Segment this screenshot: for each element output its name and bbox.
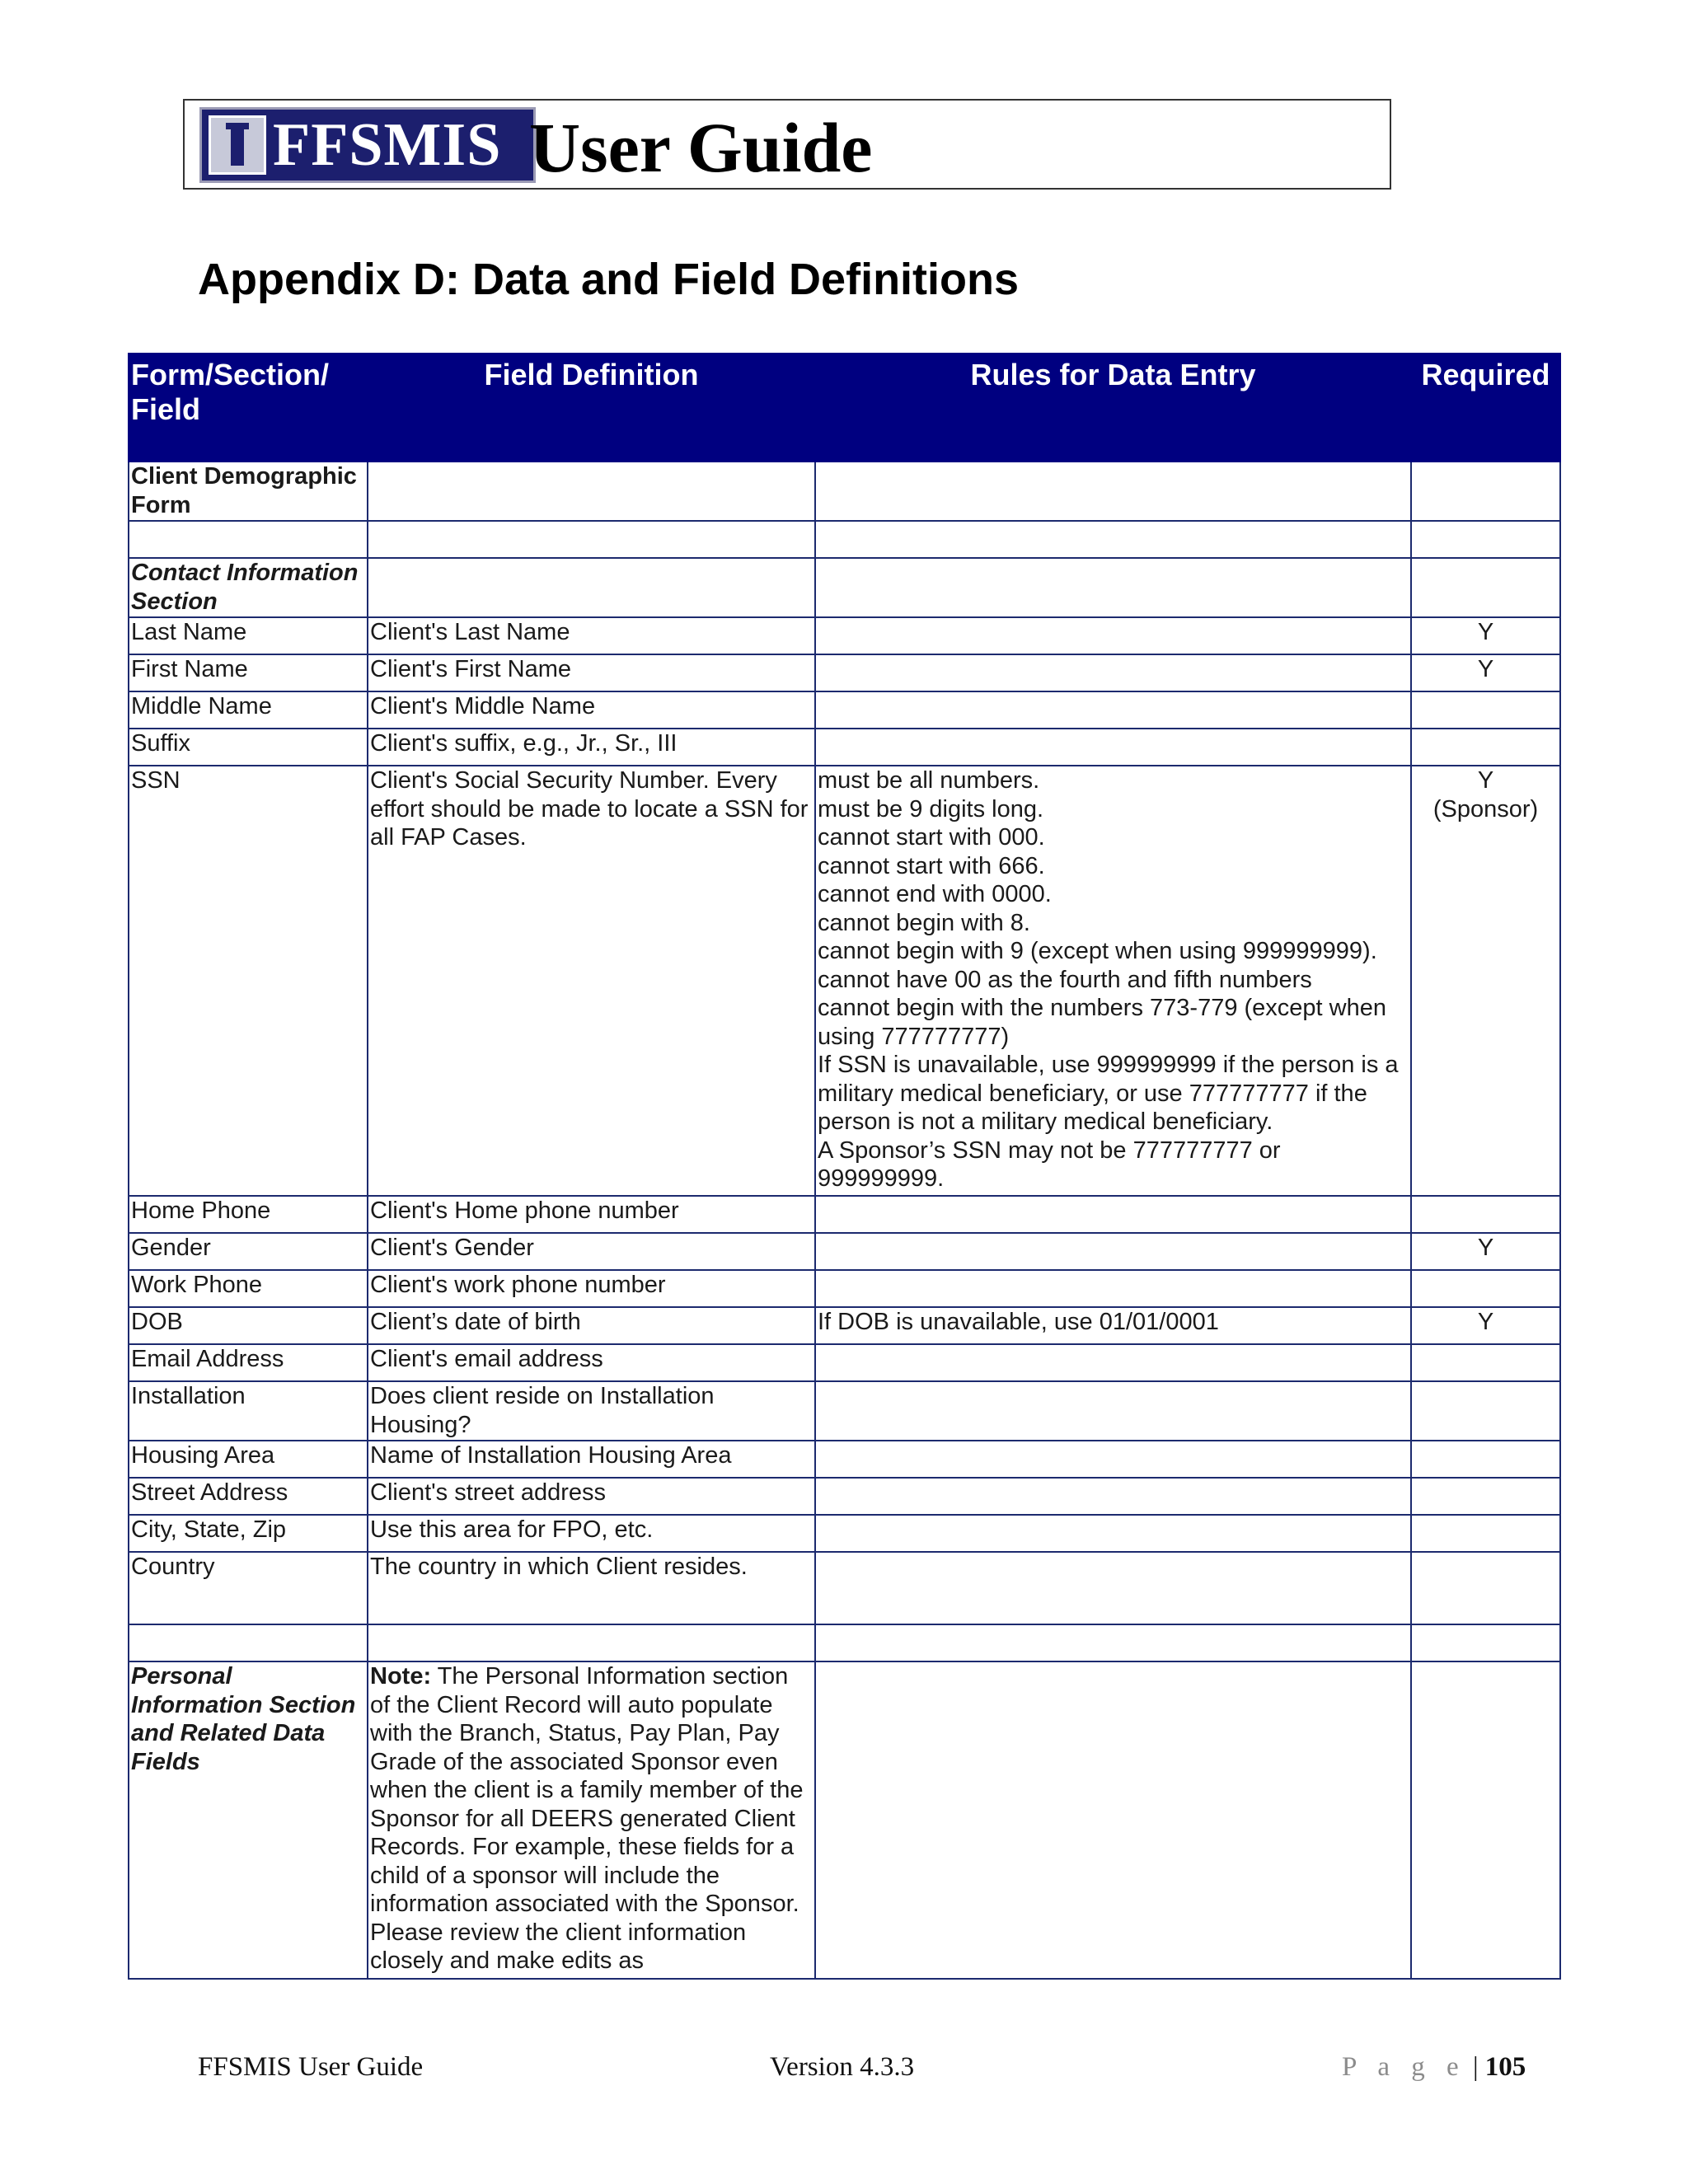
definition-cell: Client's Gender <box>368 1233 815 1270</box>
ffsmis-logo <box>199 107 536 183</box>
definition-cell: Client's work phone number <box>368 1270 815 1307</box>
table-row <box>129 654 1560 691</box>
logo-text: FFSMIS <box>273 111 502 179</box>
note-label: Note: <box>370 1663 432 1690</box>
required-cell <box>1411 1478 1560 1515</box>
rules-cell <box>815 462 1411 521</box>
column-header-rules: Rules for Data Entry <box>815 354 1411 462</box>
field-cell: Gender <box>129 1233 368 1270</box>
footer-doc-title: FFSMIS User Guide <box>198 2052 424 2082</box>
required-cell <box>1411 1624 1560 1661</box>
required-cell <box>1411 729 1560 766</box>
ssn-rule: cannot begin with 8. <box>818 909 1030 936</box>
table-row <box>129 691 1560 729</box>
definition-cell <box>368 1624 815 1661</box>
ssn-rule: must be 9 digits long. <box>818 795 1044 823</box>
table-row <box>129 1515 1560 1552</box>
table-row <box>129 558 1560 617</box>
rules-cell <box>815 1515 1411 1552</box>
ssn-rule: cannot have 00 as the fourth and fifth numbers <box>818 966 1312 993</box>
definition-cell: Client's email address <box>368 1344 815 1381</box>
ssn-rule: If SSN is unavailable, use 999999999 if the person is a military medical beneficiary, or use 777777777 if the person is not a military medical beneficiary. <box>818 1052 1399 1135</box>
ssn-rule: cannot end with 0000. <box>818 881 1052 907</box>
field-cell: Street Address <box>129 1478 368 1515</box>
table-row <box>129 766 1560 1196</box>
definition-cell <box>368 462 815 521</box>
definition-cell: The country in which Client resides. <box>368 1552 815 1624</box>
required-cell <box>1411 1661 1560 1979</box>
table-row <box>129 462 1560 521</box>
field-cell: Installation <box>129 1381 368 1441</box>
table-header-row <box>129 354 1560 462</box>
rules-cell <box>815 1233 1411 1270</box>
rules-cell <box>815 1344 1411 1381</box>
rules-cell <box>815 1552 1411 1624</box>
table-row <box>129 1344 1560 1381</box>
ssn-rule: must be all numbers. <box>818 767 1040 794</box>
field-definitions-table <box>128 353 1561 1980</box>
table-row <box>129 1196 1560 1233</box>
definition-cell <box>368 558 815 617</box>
definition-cell: Does client reside on Installation Housing? <box>368 1381 815 1441</box>
required-cell <box>1411 1344 1560 1381</box>
field-cell: First Name <box>129 654 368 691</box>
page-number: 105 <box>1484 2052 1526 2082</box>
rules-cell <box>815 521 1411 558</box>
required-cell <box>1411 558 1560 617</box>
definition-cell: Client's street address <box>368 1478 815 1515</box>
definition-cell: Client's Home phone number <box>368 1196 815 1233</box>
required-cell <box>1411 1552 1560 1624</box>
definition-cell: Use this area for FPO, etc. <box>368 1515 815 1552</box>
note-text: The Personal Information section of the Client Record will auto populate with the Branch, Status, Pay Plan, Pay Grade of the associated Sponsor even when the client is a family member of the Sponsor for all DEERS generated Client Records. For example, these fields for a child of a sponsor will include the information associated with the Sponsor. Please review the client information closely and make edits as <box>370 1663 804 1974</box>
required-note: (Sponsor) <box>1432 795 1539 823</box>
field-cell: Client Demographic Form <box>129 462 368 521</box>
required-flag: Y <box>1477 767 1494 794</box>
ssn-rule: cannot start with 666. <box>818 852 1045 879</box>
table-row <box>129 1233 1560 1270</box>
rules-cell <box>815 617 1411 654</box>
definition-cell: Client’s date of birth <box>368 1307 815 1344</box>
rules-cell <box>815 691 1411 729</box>
rules-cell <box>815 1196 1411 1233</box>
ssn-rule: cannot begin with 9 (except when using 999999999). <box>818 938 1377 964</box>
footer-page-indicator <box>1342 2052 1526 2083</box>
field-cell: Country <box>129 1552 368 1624</box>
rules-cell <box>815 558 1411 617</box>
field-cell: Work Phone <box>129 1270 368 1307</box>
rules-cell <box>815 1661 1411 1979</box>
required-cell: Y <box>1411 1233 1560 1270</box>
table-row <box>129 1307 1560 1344</box>
field-cell: Last Name <box>129 617 368 654</box>
table-row <box>129 1270 1560 1307</box>
table-row <box>129 1381 1560 1441</box>
footer-version: Version 4.3.3 <box>770 2052 915 2082</box>
rules-cell <box>815 1624 1411 1661</box>
table-row <box>129 617 1560 654</box>
rules-cell <box>815 729 1411 766</box>
required-cell <box>1411 1196 1560 1233</box>
field-cell: Home Phone <box>129 1196 368 1233</box>
definition-cell: Client's suffix, e.g., Jr., Sr., III <box>368 729 815 766</box>
field-cell <box>129 1624 368 1661</box>
pillar-icon <box>209 115 266 175</box>
table-row <box>129 729 1560 766</box>
rules-cell: If DOB is unavailable, use 01/01/0001 <box>815 1307 1411 1344</box>
required-cell: Y <box>1411 654 1560 691</box>
table-row <box>129 521 1560 558</box>
field-cell: Housing Area <box>129 1441 368 1478</box>
definition-cell: Client's Social Security Number. Every effort should be made to locate a SSN for all FAP Cases. <box>368 766 815 1196</box>
column-header-field: Form/Section/ Field <box>129 354 368 462</box>
rules-cell <box>815 1381 1411 1441</box>
required-cell <box>1411 1515 1560 1552</box>
definition-cell: Client's Middle Name <box>368 691 815 729</box>
table-row <box>129 1624 1560 1661</box>
header-title: User Guide <box>529 108 873 187</box>
required-cell: Y <box>1411 617 1560 654</box>
field-cell: City, State, Zip <box>129 1515 368 1552</box>
table-row <box>129 1441 1560 1478</box>
rules-cell <box>815 1441 1411 1478</box>
rules-cell <box>815 766 1411 1196</box>
definition-cell: Client's First Name <box>368 654 815 691</box>
rules-cell <box>815 1478 1411 1515</box>
required-cell <box>1411 1441 1560 1478</box>
page-header <box>183 99 1391 190</box>
table-row <box>129 1552 1560 1624</box>
rules-cell <box>815 654 1411 691</box>
field-cell: Middle Name <box>129 691 368 729</box>
column-header-required: Required <box>1411 354 1560 462</box>
definition-cell <box>368 1661 815 1979</box>
field-cell: Personal Information Section and Related Data Fields <box>129 1661 368 1979</box>
required-cell <box>1411 1270 1560 1307</box>
required-cell <box>1411 691 1560 729</box>
ssn-rule: cannot start with 000. <box>818 824 1045 851</box>
page-separator: | <box>1472 2052 1479 2082</box>
ssn-rule: A Sponsor’s SSN may not be 777777777 or 999999999. <box>818 1137 1281 1192</box>
field-cell <box>129 521 368 558</box>
column-header-definition: Field Definition <box>368 354 815 462</box>
field-cell: SSN <box>129 766 368 1196</box>
definition-cell <box>368 521 815 558</box>
page-label: P a g e <box>1342 2052 1466 2082</box>
ssn-rule: cannot begin with the numbers 773-779 (except when using 777777777) <box>818 995 1386 1050</box>
required-cell: Y <box>1411 1307 1560 1344</box>
field-cell: Suffix <box>129 729 368 766</box>
field-cell: Email Address <box>129 1344 368 1381</box>
field-cell: Contact Information Section <box>129 558 368 617</box>
table-row <box>129 1478 1560 1515</box>
required-cell <box>1411 521 1560 558</box>
definition-cell: Name of Installation Housing Area <box>368 1441 815 1478</box>
page-title: Appendix D: Data and Field Definitions <box>198 255 1020 304</box>
definition-cell: Client's Last Name <box>368 617 815 654</box>
rules-cell <box>815 1270 1411 1307</box>
required-cell <box>1411 1381 1560 1441</box>
required-cell <box>1411 766 1560 1196</box>
table-row <box>129 1661 1560 1979</box>
required-cell <box>1411 462 1560 521</box>
field-cell: DOB <box>129 1307 368 1344</box>
